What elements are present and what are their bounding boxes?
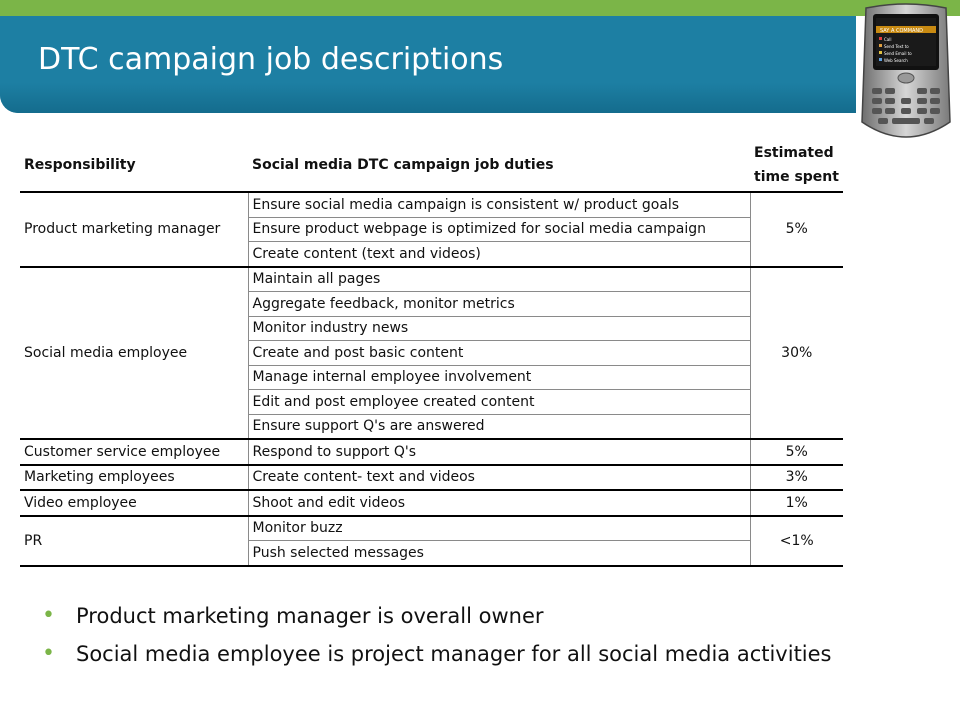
bullet-dot-icon: •: [42, 603, 55, 628]
slide-title: DTC campaign job descriptions: [38, 42, 504, 77]
duty-cell: Monitor industry news: [248, 316, 750, 341]
duty-cell: Edit and post employee created content: [248, 390, 750, 415]
time-spent-cell: 3%: [750, 465, 843, 491]
duty-cell: Maintain all pages: [248, 267, 750, 292]
table-row: [20, 267, 843, 292]
time-spent-cell: 5%: [750, 439, 843, 465]
responsibility-cell: PR: [20, 516, 248, 566]
duty-cell: Create content (text and videos): [248, 242, 750, 267]
time-spent-cell: <1%: [750, 516, 843, 566]
duty-cell: Monitor buzz: [248, 516, 750, 541]
duty-cell: Create and post basic content: [248, 341, 750, 366]
header-time-line2: time spent: [754, 169, 839, 185]
header-duties: Social media DTC campaign job duties: [248, 139, 750, 192]
duty-cell: Create content- text and videos: [248, 465, 750, 491]
table-row: [20, 439, 843, 465]
responsibility-cell: Product marketing manager: [20, 192, 248, 267]
responsibility-cell: Social media employee: [20, 267, 248, 440]
table-header-row: [20, 139, 843, 192]
phone-screen-header: SAY A COMMAND: [880, 28, 924, 34]
responsibility-cell: Video employee: [20, 490, 248, 516]
bullet-item: [30, 598, 832, 636]
table-row: [20, 490, 843, 516]
table-row: [20, 465, 843, 491]
duty-cell: Shoot and edit videos: [248, 490, 750, 516]
bullet-item: [30, 636, 832, 674]
bullet-text: Product marketing manager is overall owner: [76, 604, 544, 628]
phone-screen-item: Send Text to: [884, 44, 909, 49]
duty-cell: Manage internal employee involvement: [248, 365, 750, 390]
bullet-dot-icon: •: [42, 641, 55, 666]
time-spent-cell: 1%: [750, 490, 843, 516]
duty-cell: Aggregate feedback, monitor metrics: [248, 292, 750, 317]
phone-screen-item: Web Search: [884, 58, 908, 63]
phone-screen-item: Send Email to: [884, 51, 912, 56]
header-time-spent: [750, 139, 843, 192]
responsibility-cell: Customer service employee: [20, 439, 248, 465]
duty-cell: Ensure product webpage is optimized for social media campaign: [248, 217, 750, 242]
table-row: [20, 516, 843, 541]
bullet-text: Social media employee is project manager for all social media activities: [76, 642, 832, 666]
time-spent-cell: 30%: [750, 267, 843, 440]
top-accent-bar: [0, 0, 960, 16]
duty-cell: Ensure social media campaign is consistent w/ product goals: [248, 192, 750, 217]
header-responsibility: Responsibility: [20, 139, 248, 192]
time-spent-cell: 5%: [750, 192, 843, 267]
duty-cell: Ensure support Q's are answered: [248, 414, 750, 439]
duty-cell: Push selected messages: [248, 541, 750, 566]
job-descriptions-table: [20, 139, 843, 567]
smartphone-image: [858, 2, 954, 146]
table-row: [20, 192, 843, 217]
responsibility-cell: Marketing employees: [20, 465, 248, 491]
summary-bullets: [30, 598, 832, 674]
header-time-line1: Estimated: [754, 145, 834, 161]
phone-screen-item: Call: [884, 37, 892, 42]
duty-cell: Respond to support Q's: [248, 439, 750, 465]
